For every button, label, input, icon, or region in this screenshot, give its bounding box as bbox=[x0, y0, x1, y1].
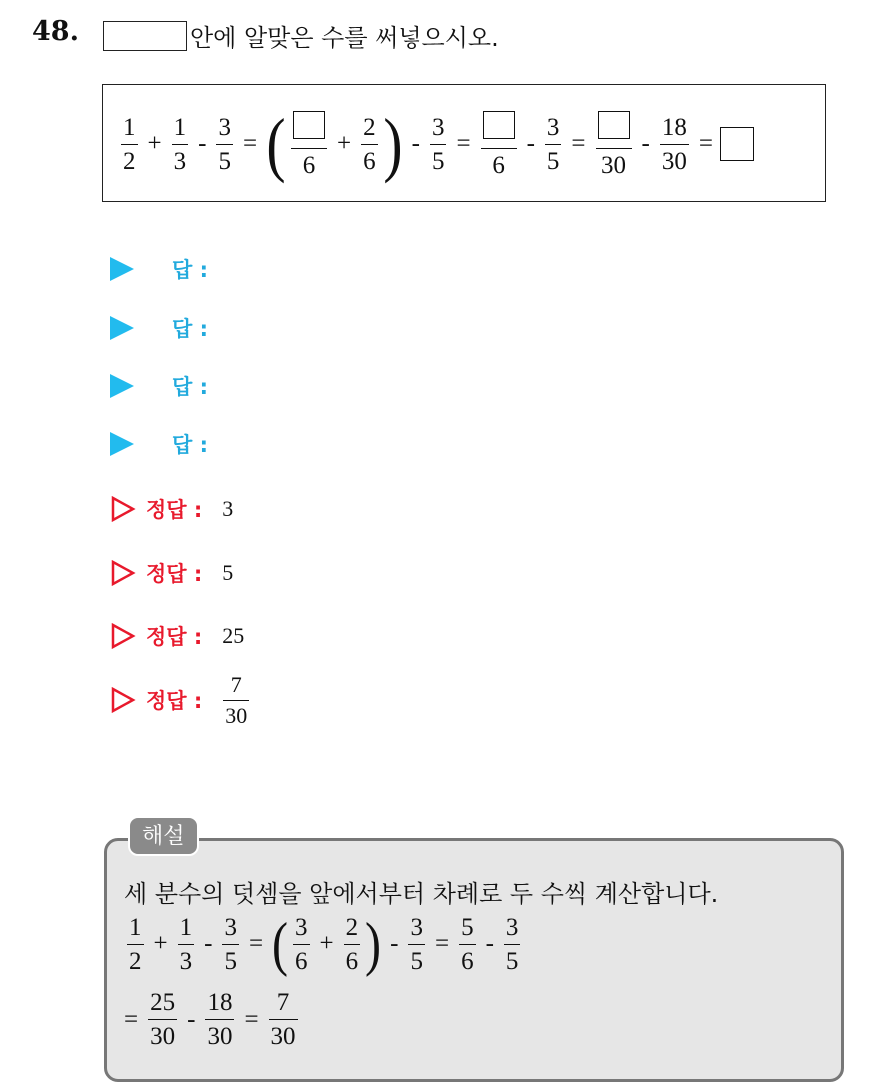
answer-row[interactable] bbox=[110, 371, 208, 401]
question-number: 48. bbox=[32, 16, 79, 47]
plus-sign: + bbox=[153, 930, 168, 957]
answer-row[interactable] bbox=[110, 313, 208, 343]
fraction: $\frac{1}{2}$ bbox=[129, 913, 142, 975]
correct-label: 정답 : bbox=[146, 562, 203, 586]
question-text: 안에 알맞은 수를 써넣으시오. bbox=[190, 24, 499, 52]
equals-sign: = bbox=[571, 130, 586, 157]
plus-sign: + bbox=[337, 130, 352, 157]
answer-label: 답 : bbox=[172, 433, 208, 457]
fraction: $\frac{3}{5}$ bbox=[218, 113, 231, 175]
left-paren: ( bbox=[266, 104, 286, 184]
equals-sign: = bbox=[698, 130, 713, 157]
outline-triangle-icon bbox=[110, 496, 136, 522]
inline-blank-box bbox=[103, 21, 187, 51]
blank-box[interactable] bbox=[293, 111, 325, 139]
correct-answer-row bbox=[110, 672, 252, 727]
solution-tab: 해설 bbox=[128, 816, 199, 856]
equation-row bbox=[118, 104, 754, 184]
answer-row[interactable] bbox=[110, 254, 208, 284]
outline-triangle-icon bbox=[110, 560, 136, 586]
fraction: $\frac{1}{3}$ bbox=[179, 913, 193, 975]
correct-label: 정답 : bbox=[146, 625, 203, 649]
right-paren: ) bbox=[383, 104, 403, 184]
minus-sign: - bbox=[641, 130, 650, 157]
minus-sign: - bbox=[390, 930, 399, 957]
correct-answer-row bbox=[110, 621, 244, 651]
fraction: $\frac{1}{3}$ bbox=[173, 113, 187, 175]
minus-sign: - bbox=[411, 130, 420, 157]
fraction: $\frac{18}{30}$ bbox=[207, 989, 233, 1050]
correct-answer-row bbox=[110, 558, 233, 588]
minus-sign: - bbox=[526, 130, 535, 157]
fraction: $\frac{5}{6}$ bbox=[461, 913, 474, 975]
equals-sign: = bbox=[248, 930, 264, 957]
blank-box[interactable] bbox=[483, 111, 515, 139]
answer-label: 답 : bbox=[172, 258, 208, 282]
play-triangle-icon bbox=[110, 374, 134, 398]
fraction: $\frac{3}{5}$ bbox=[546, 113, 560, 175]
plus-sign: + bbox=[319, 930, 334, 957]
fraction: $\frac{2}{6}$ bbox=[363, 113, 376, 175]
outline-triangle-icon bbox=[110, 623, 136, 649]
minus-sign: - bbox=[198, 130, 207, 157]
fraction: $\frac{18}{30}$ bbox=[661, 113, 687, 175]
play-triangle-icon bbox=[110, 257, 134, 281]
fraction: $\frac{3}{5}$ bbox=[224, 913, 237, 975]
left-paren: ( bbox=[272, 911, 289, 977]
correct-label: 정답 : bbox=[146, 498, 203, 522]
fraction: $\frac{3}{6}$ bbox=[295, 913, 308, 975]
play-triangle-icon bbox=[110, 316, 134, 340]
correct-value bbox=[220, 672, 252, 727]
answer-label: 답 : bbox=[172, 375, 208, 399]
blank-box[interactable] bbox=[598, 111, 630, 139]
correct-label: 정답 : bbox=[146, 688, 203, 713]
equals-sign: = bbox=[244, 1005, 259, 1033]
fraction: $\frac{3}{5}$ bbox=[505, 913, 519, 975]
fraction: $\frac{3}{5}$ bbox=[410, 913, 423, 975]
solution-line-1 bbox=[124, 911, 523, 977]
correct-value: 25 bbox=[222, 623, 245, 648]
fraction: $\frac{25}{30}$ bbox=[150, 989, 176, 1050]
correct-value: 5 bbox=[222, 560, 234, 585]
fraction-blank: 30 bbox=[596, 111, 632, 178]
equals-sign: = bbox=[242, 130, 258, 157]
fraction-blank: 6 bbox=[291, 111, 327, 178]
fraction: $\frac{2}{6}$ bbox=[345, 913, 359, 975]
plus-sign: + bbox=[147, 130, 162, 157]
minus-sign: - bbox=[485, 930, 494, 957]
fraction: $\frac{1}{2}$ bbox=[123, 113, 136, 175]
answer-blank-box[interactable] bbox=[720, 127, 754, 161]
right-paren: ) bbox=[365, 911, 382, 977]
equals-sign: = bbox=[434, 930, 450, 957]
solution-text: 세 분수의 덧셈을 앞에서부터 차례로 두 수씩 계산합니다. bbox=[124, 880, 719, 908]
outline-triangle-icon bbox=[110, 687, 136, 713]
correct-answer-row bbox=[110, 494, 233, 524]
minus-sign: - bbox=[187, 1005, 196, 1033]
equals-sign: = bbox=[124, 1005, 139, 1033]
correct-value: 3 bbox=[222, 496, 234, 521]
fraction-blank: 6 bbox=[481, 111, 517, 178]
answer-label: 답 : bbox=[172, 317, 208, 341]
fraction: $\frac{3}{5}$ bbox=[431, 113, 445, 175]
fraction: $\frac{7}{30}$ bbox=[270, 989, 296, 1050]
answer-row[interactable] bbox=[110, 429, 208, 459]
play-triangle-icon bbox=[110, 432, 134, 456]
minus-sign: - bbox=[204, 930, 213, 957]
solution-line-2 bbox=[124, 990, 301, 1049]
equals-sign: = bbox=[456, 130, 471, 157]
fraction: $\frac{7}{30}$ bbox=[225, 672, 248, 728]
